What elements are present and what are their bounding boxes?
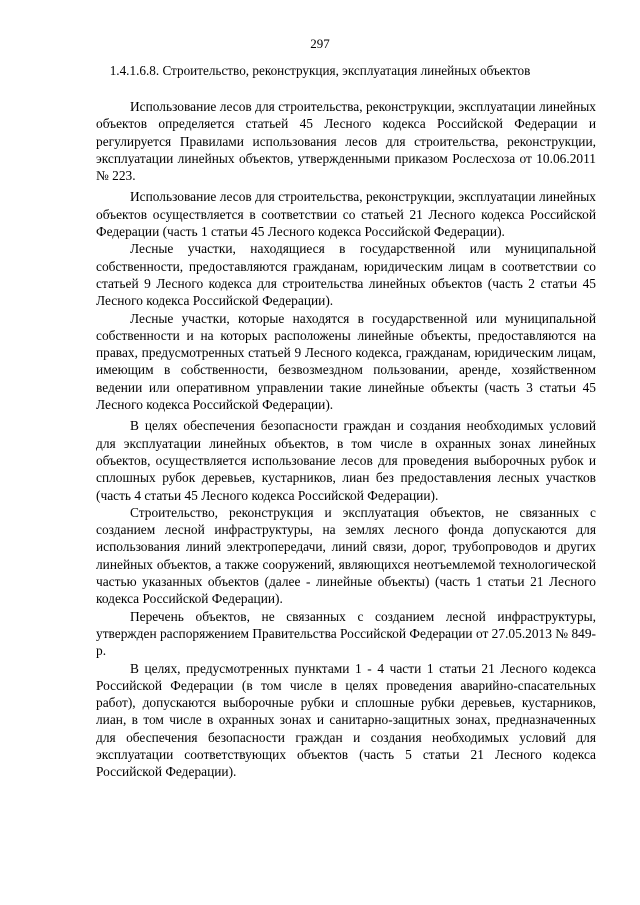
paragraph: Перечень объектов, не связанных с созданием лесной инфраструктуры, утвержден распоряжением Правительства Российской Федерации от 27.05.2013 № 849-р. bbox=[96, 608, 596, 659]
section-title: 1.4.1.6.8. Строительство, реконструкция, эксплуатация линейных объектов bbox=[109, 63, 531, 78]
paragraph: Использование лесов для строительства, реконструкции, эксплуатации линейных объектов определяется статьей 45 Лесного кодекса Российской Федерации и регулируется Правилами использования лесов для строительства, реконструкции, эксплуатации линейных объектов, утвержденными приказом Рослесхоза от 10.06.2011 № 223. bbox=[96, 99, 596, 184]
body-text bbox=[96, 98, 596, 781]
paragraph: В целях обеспечения безопасности граждан и создания необходимых условий для эксплуатации линейных объектов, в том числе в охранных зонах линейных объектов, осуществляется использование лесов для проведения выборочных рубок и сплошных рубок деревьев, кустарников, лиан без предоставления лесных участков (часть 4 статьи 45 Лесного кодекса Российской Федерации). bbox=[96, 418, 596, 503]
page-number: 297 bbox=[310, 36, 330, 51]
paragraph: Лесные участки, находящиеся в государственной или муниципальной собственности, предоставляются гражданам, юридическим лицам в соответствии со статьей 9 Лесного кодекса для строительства линейных объектов (часть 2 статьи 45 Лесного кодекса Российской Федерации). bbox=[96, 241, 596, 309]
paragraph: Лесные участки, которые находятся в государственной или муниципальной собственности и на которых расположены линейные объекты, предоставляются на правах, предусмотренных статьей 9 Лесного кодекса, гражданам, юридическим лицам, имеющим в собственности, безвозмездном пользовании, аренде, хозяйственном ведении или оперативном управлении такие линейные объекты (часть 3 статьи 45 Лесного кодекса Российской Федерации). bbox=[96, 310, 596, 413]
paragraph: Использование лесов для строительства, реконструкции, эксплуатации линейных объектов осуществляется в соответствии со статьей 21 Лесного кодекса Российской Федерации (часть 1 статьи 45 Лесного кодекса Российской Федерации). bbox=[96, 189, 596, 240]
paragraph: Строительство, реконструкция и эксплуатация объектов, не связанных с созданием лесной инфраструктуры, на землях лесного фонда допускаются для использования линий электропередачи, линий связи, дорог, трубопроводов и других линейных объектов, а также сооружений, являющихся неотъемлемой технологической частью указанных объектов (далее - линейные объекты) (часть 1 статьи 21 Лесного кодекса Российской Федерации). bbox=[96, 504, 596, 607]
paragraph: В целях, предусмотренных пунктами 1 - 4 части 1 статьи 21 Лесного кодекса Российской Федерации (в том числе в целях проведения аварийно-спасательных работ), допускаются выборочные рубки и сплошные рубки деревьев, кустарников, лиан, в том числе в охранных зонах и санитарно-защитных зонах, предназначенных для обеспечения безопасности граждан и создания необходимых условий для эксплуатации соответствующих объектов (часть 5 статьи 21 Лесного кодекса Российской Федерации). bbox=[96, 660, 596, 780]
